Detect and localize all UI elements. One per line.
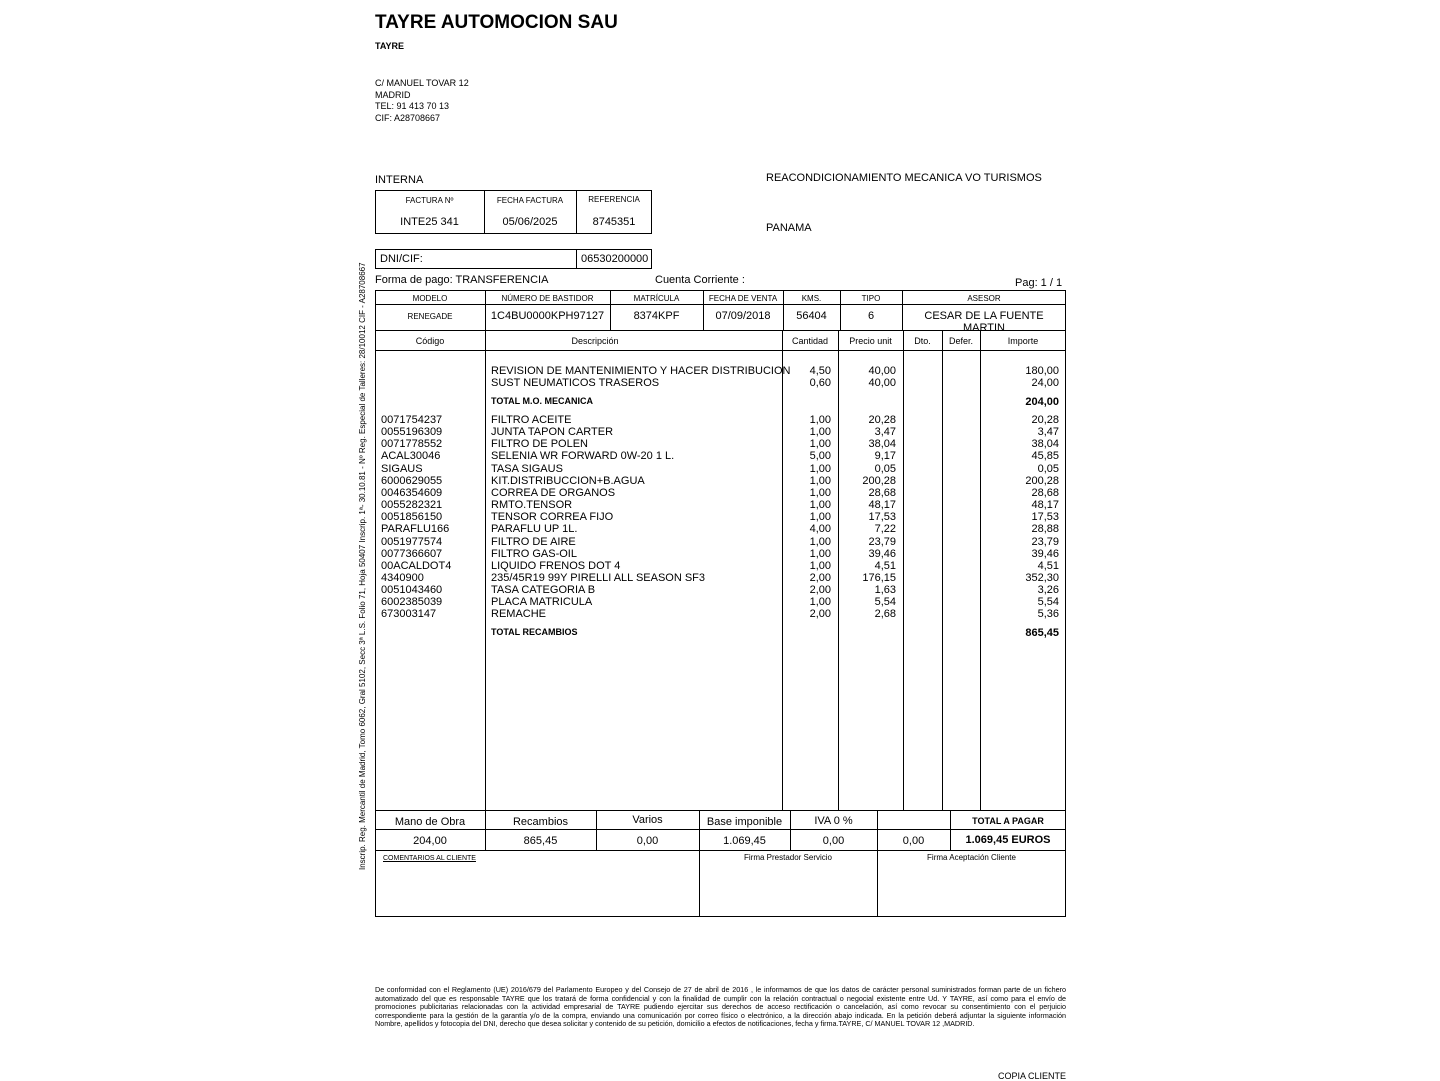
vehicle-header-type: TIPO	[861, 294, 881, 303]
labor-total-label: TOTAL M.O. MECANICA	[491, 396, 593, 406]
line-unit-price: 28,68	[868, 486, 896, 499]
line-description: TENSOR CORREA FIJO	[491, 511, 614, 524]
line-amount: 24,00	[1031, 377, 1059, 390]
lines-header-amount: Importe	[1007, 336, 1039, 346]
line-quantity: 2,00	[809, 608, 831, 621]
line-description: PLACA MATRICULA	[491, 596, 593, 609]
line-amount: 0,05	[1037, 462, 1059, 475]
line-description: RMTO.TENSOR	[491, 499, 573, 512]
company-address-block	[375, 78, 469, 124]
line-unit-price: 40,00	[868, 377, 896, 390]
total-extra: 0,00	[902, 835, 925, 847]
dni-value: 06530200000	[581, 253, 649, 265]
line-code: SIGAUS	[381, 462, 423, 475]
total-vat: 0,00	[822, 835, 845, 847]
vehicle-kms: 56404	[796, 310, 827, 322]
line-unit-price: 39,46	[868, 547, 896, 560]
line-description: PARAFLU UP 1L.	[491, 523, 578, 536]
reference-label: REFERENCIA	[588, 195, 640, 204]
line-unit-price: 4,51	[874, 559, 896, 572]
privacy-notice: De conformidad con el Reglamento (UE) 2016/679 del Parlamento Europeo y del Consejo de 27 de abril de 2016 , le informamos de que los datos de carácter personal suministrados forman parte de un fichero automatizado del que es responsable TAYRE que los tratará de forma confidencial y con la finalidad de cumplir con la relación contractual o negocial existente entre Ud. Y TAYRE, así como para el envío de promociones publicitarias relacionadas con la actividad empresarial de TAYRE pudiendo ejercitar sus derechos de acceso rectificación o cancelación, así como revocar su consentimiento con el perjuicio correspondiente para la gestión de la garantía y/o de la compra, enviando una comunicación por correo físico o electrónico, a la dirección abajo indicada. En la petición deberá adjuntar la siguiente información Nombre, apellidos y fotocopia del DNI, derecho que desea solicitar y contenido de su petición, domicilio a efectos de notificaciones, fecha y firma.TAYRE, C/ MANUEL TOVAR 12 ,MADRID.	[375, 985, 1066, 1029]
vehicle-model: RENEGADE	[407, 312, 453, 321]
vehicle-header-advisor: ASESOR	[967, 294, 1001, 303]
line-unit-price: 5,54	[874, 596, 896, 609]
line-unit-price: 2,68	[874, 608, 896, 621]
dni-label: DNI/CIF:	[380, 253, 423, 265]
vehicle-sale-date: 07/09/2018	[715, 310, 771, 322]
line-code	[381, 377, 481, 389]
line-quantity: 1,00	[809, 547, 831, 560]
invoice-date-label: FECHA FACTURA	[496, 196, 564, 205]
line-amount: 28,68	[1031, 486, 1059, 499]
company-name: TAYRE AUTOMOCION SAU	[375, 12, 618, 33]
vehicle-plate: 8374KPF	[633, 310, 680, 322]
line-unit-price: 9,17	[874, 450, 896, 463]
line-description: TASA SIGAUS	[491, 462, 563, 475]
line-code: 00ACALDOT4	[381, 559, 452, 572]
line-amount: 3,47	[1037, 426, 1059, 439]
company-short-name: TAYRE	[375, 41, 405, 51]
line-description: FILTRO GAS-OIL	[491, 547, 577, 560]
line-quantity: 1,00	[809, 426, 831, 439]
vehicle-header-plate: MATRÍCULA	[633, 294, 680, 303]
total-label-tax-base: Base imponible	[706, 816, 783, 828]
line-amount: 4,51	[1037, 559, 1059, 572]
line-code: 0077366607	[381, 547, 443, 560]
company-city: MADRID	[375, 89, 411, 100]
line-unit-price: 17,53	[868, 511, 896, 524]
total-label-vat: IVA 0 %	[814, 815, 853, 827]
payment-method: Forma de pago: TRANSFERENCIA	[375, 274, 549, 286]
line-description: SUST NEUMATICOS TRASEROS	[491, 377, 660, 390]
company-cif: CIF: A28708667	[375, 112, 441, 123]
parts-total-value: 865,45	[1025, 627, 1059, 639]
copy-label: COPIA CLIENTE	[998, 1071, 1067, 1081]
line-code: 0071778552	[381, 438, 443, 451]
line-unit-price: 48,17	[868, 499, 896, 512]
line-unit-price: 7,22	[874, 523, 896, 536]
line-unit-price: 3,47	[874, 426, 896, 439]
registry-side-text: Inscrip. Reg. Mercantil de Madrid, Tomo 6062, Gral 5102, Secc 3ª L.S. Folio 71, Hoja 50407 Inscrip. 1ª- 30.10.81 - Nº Reg. Especial de Talleres: 28/10012 CIF - A28708667	[358, 262, 367, 870]
line-amount: 48,17	[1031, 499, 1059, 512]
line-code: 0055282321	[381, 499, 443, 512]
lines-header-quantity: Cantidad	[791, 336, 829, 346]
total-label-labor: Mano de Obra	[394, 816, 466, 828]
comments-label: COMENTARIOS AL CLIENTE	[383, 855, 476, 862]
line-quantity: 1,00	[809, 414, 831, 426]
line-quantity: 1,00	[809, 511, 831, 524]
line-description: TASA CATEGORIA B	[491, 584, 596, 597]
line-description: FILTRO ACEITE	[491, 414, 572, 426]
line-description: JUNTA TAPON CARTER	[491, 426, 614, 439]
line-amount: 28,88	[1031, 523, 1059, 536]
lines-header-code: Código	[415, 336, 445, 346]
line-amount: 5,54	[1037, 596, 1059, 609]
line-code	[381, 365, 481, 377]
line-amount: 3,26	[1037, 584, 1059, 597]
line-quantity: 1,00	[809, 499, 831, 512]
line-code: 0055196309	[381, 426, 443, 439]
line-amount: 17,53	[1031, 511, 1059, 524]
line-quantity: 1,00	[809, 438, 831, 451]
line-amount: 5,36	[1037, 608, 1059, 621]
line-amount: 180,00	[1025, 365, 1059, 377]
current-account: Cuenta Corriente :	[655, 274, 745, 286]
invoice-number: INTE25 341	[400, 216, 459, 228]
lines-header-deferred: Defer.	[948, 336, 973, 346]
line-quantity: 1,00	[809, 535, 831, 548]
line-unit-price: 200,28	[862, 474, 896, 487]
line-description: CORREA DE ORGANOS	[491, 486, 616, 499]
line-code: 0071754237	[381, 414, 443, 426]
lines-header-unit-price: Precio unit	[849, 336, 892, 346]
lines-header-description: Descripción	[571, 336, 619, 346]
company-phone: TEL: 91 413 70 13	[375, 101, 450, 111]
line-amount: 352,30	[1025, 571, 1059, 584]
line-unit-price: 23,79	[868, 535, 896, 548]
total-labor: 204,00	[413, 835, 447, 847]
line-code: 0051977574	[381, 535, 443, 548]
line-description: REMACHE	[491, 608, 547, 621]
vehicle-vin: 1C4BU0000KPH97127	[490, 310, 605, 322]
line-amount: 45,85	[1031, 450, 1059, 463]
company-address: C/ MANUEL TOVAR 12	[375, 78, 469, 88]
line-quantity: 1,00	[809, 559, 831, 572]
line-code: 673003147	[381, 608, 437, 621]
line-amount: 39,46	[1031, 547, 1059, 560]
line-quantity: 1,00	[809, 474, 831, 487]
line-description: REVISION DE MANTENIMIENTO Y HACER DISTRIBUCION	[491, 365, 791, 377]
line-unit-price: 0,05	[874, 462, 896, 475]
line-code: 4340900	[381, 571, 424, 584]
invoice-number-label: FACTURA Nº	[405, 196, 454, 205]
line-amount: 200,28	[1025, 474, 1059, 487]
vehicle-header-model: MODELO	[412, 294, 448, 303]
total-label-grand: TOTAL A PAGAR	[972, 816, 1044, 826]
line-description: FILTRO DE AIRE	[491, 535, 576, 548]
line-unit-price: 38,04	[868, 438, 896, 451]
line-unit-price: 176,15	[862, 571, 896, 584]
total-parts: 865,45	[523, 835, 558, 847]
vehicle-header-sale-date: FECHA DE VENTA	[708, 294, 778, 303]
labor-total-value: 204,00	[1025, 396, 1059, 408]
line-code: ACAL30046	[381, 450, 441, 463]
line-quantity: 4,00	[809, 523, 831, 536]
total-label-parts: Recambios	[512, 816, 569, 828]
line-unit-price: 1,63	[874, 584, 896, 597]
total-tax-base: 1.069,45	[723, 835, 766, 847]
client-line-2: PANAMA	[766, 222, 812, 234]
line-code: 0051043460	[381, 584, 443, 597]
line-description: KIT.DISTRIBUCCION+B.AGUA	[491, 474, 645, 487]
line-code: 6002385039	[381, 596, 443, 609]
total-grand: 1.069,45 EUROS	[965, 834, 1051, 846]
vehicle-header-vin: NÚMERO DE BASTIDOR	[501, 294, 594, 303]
line-description: SELENIA WR FORWARD 0W-20 1 L.	[491, 450, 675, 463]
line-code: 0051856150	[381, 511, 443, 524]
line-quantity: 0,60	[809, 377, 831, 390]
invoice-type: INTERNA	[375, 174, 424, 186]
line-quantity: 1,00	[809, 486, 831, 499]
line-code: 0046354609	[381, 486, 443, 499]
line-quantity: 4,50	[809, 365, 831, 377]
line-quantity: 2,00	[809, 571, 831, 584]
line-quantity: 1,00	[809, 462, 831, 475]
line-quantity: 5,00	[809, 450, 831, 463]
line-quantity: 2,00	[809, 584, 831, 597]
client-line-1: REACONDICIONAMIENTO MECANICA VO TURISMOS	[766, 172, 1042, 184]
line-quantity: 1,00	[809, 596, 831, 609]
total-label-misc: Varios	[632, 814, 663, 826]
provider-signature-label: Firma Prestador Servicio	[743, 853, 833, 862]
line-code: PARAFLU166	[381, 523, 450, 536]
lines-header-discount: Dto.	[914, 336, 931, 346]
reference-number: 8745351	[592, 216, 636, 228]
line-description: FILTRO DE POLEN	[491, 438, 588, 451]
total-misc: 0,00	[636, 835, 659, 847]
line-unit-price: 20,28	[868, 414, 896, 426]
line-amount: 20,28	[1031, 414, 1059, 426]
client-signature-label: Firma Aceptación Cliente	[927, 853, 1016, 862]
line-amount: 23,79	[1031, 535, 1059, 548]
vehicle-type: 6	[867, 310, 875, 322]
parts-total-label: TOTAL RECAMBIOS	[491, 627, 578, 637]
line-description: LIQUIDO FRENOS DOT 4	[491, 559, 621, 572]
line-unit-price: 40,00	[868, 365, 896, 377]
line-amount: 38,04	[1031, 438, 1059, 451]
vehicle-header-kms: KMS.	[801, 294, 822, 303]
line-description: 235/45R19 99Y PIRELLI ALL SEASON SF3	[491, 571, 706, 584]
invoice-date: 05/06/2025	[502, 216, 558, 228]
line-code: 6000629055	[381, 474, 443, 487]
page-number: Pag: 1 / 1	[1015, 277, 1063, 289]
vehicle-advisor: CESAR DE LA FUENTE MARTIN	[924, 310, 1044, 334]
